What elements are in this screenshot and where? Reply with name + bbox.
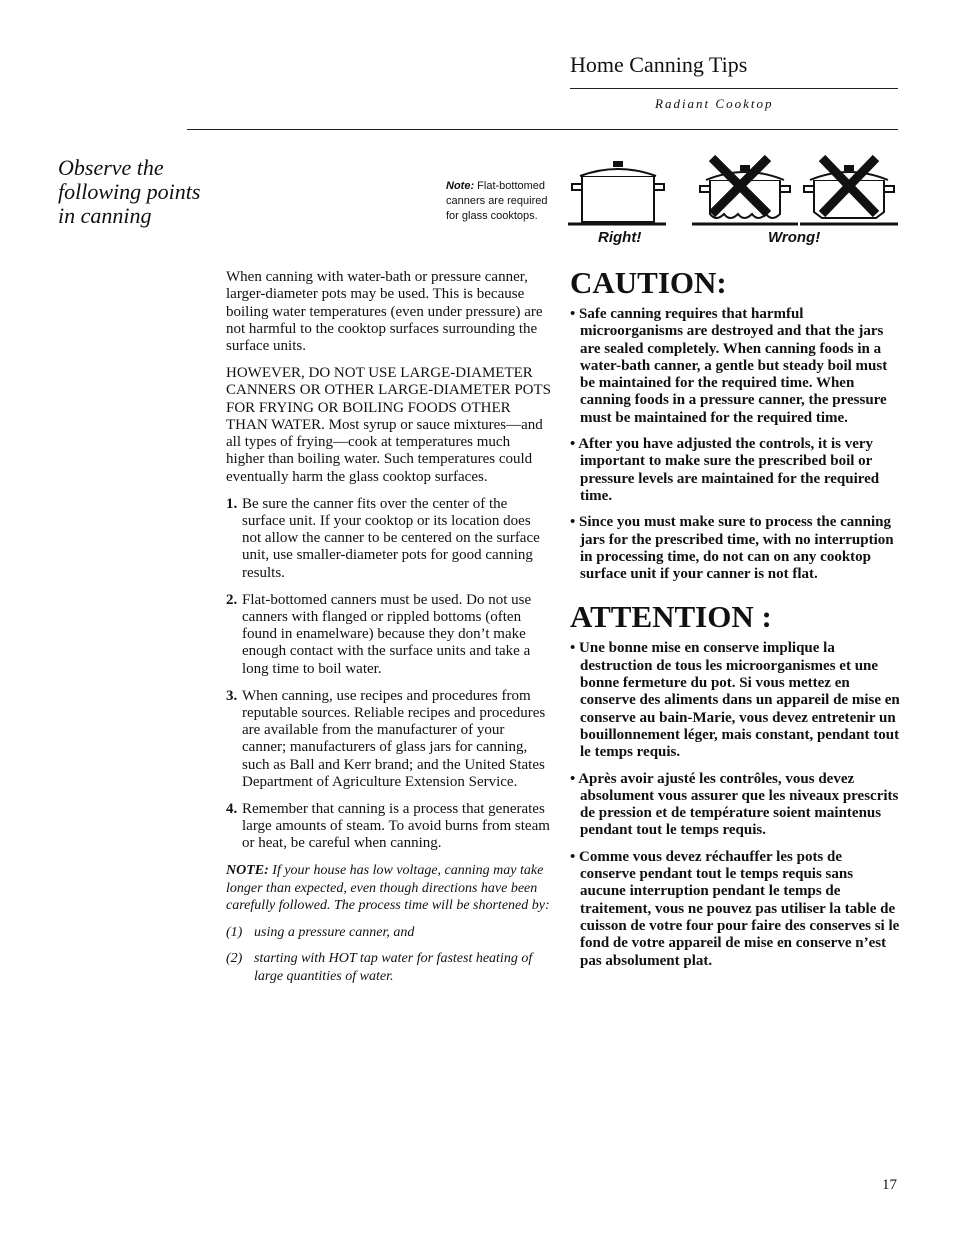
list-item-text: When canning, use recipes and procedures from reputable sources. Reliable recipes and procedures are available from the manufacturer of your canner; manufacturers of glass jars for canning, such as Ball and Kerr brand; and the United States Department of Agriculture Extension Service. bbox=[242, 687, 546, 791]
list-item bbox=[226, 801, 551, 853]
caution-heading: CAUTION: bbox=[570, 265, 727, 300]
warning-paragraph: HOWEVER, DO NOT USE LARGE-DIAMETER CANNERS OR OTHER LARGE-DIAMETER POTS FOR FRYING OR BOILING FOODS OTHER THAN WATER. Most syrup or sauce mixtures—and all types of frying—cook at temperatures much higher than boiling water. Such temperatures could eventually harm the glass cooktop surfaces. bbox=[226, 364, 552, 485]
voltage-note bbox=[226, 862, 551, 914]
bullet-symbol: • bbox=[570, 436, 576, 453]
list-item-number: 2. bbox=[226, 591, 238, 608]
attention-bullet-text: Une bonne mise en conserve implique la destruction de tous les microorganismes et une bonne fermeture du pot. Si vous mettez en conserve des aliments dans un appareil de mise en conserve au bain-Marie, vous devez entretenir un bouillonnement léger, mais constant, pendant tout le temps requis. bbox=[579, 640, 900, 761]
note-text: Flat-bottomed canners are required for glass cooktops. bbox=[446, 180, 548, 222]
attention-bullet bbox=[570, 640, 900, 761]
bullet-symbol: • bbox=[570, 640, 576, 657]
list-item-text: Remember that canning is a process that generates large amounts of steam. To avoid burns from steam or heat, be careful when canning. bbox=[242, 800, 550, 852]
intro-paragraph: When canning with water-bath or pressure canner, larger-diameter pots may be used. This is because boiling water temperatures (even under pressure) are not harmful to the cooktop surfaces surrounding the surface units. bbox=[226, 269, 543, 355]
caution-bullet bbox=[570, 514, 900, 583]
list-item bbox=[226, 592, 551, 678]
list-item-number: 4. bbox=[226, 800, 238, 817]
page-number: 17 bbox=[882, 1177, 897, 1193]
safety-warnings bbox=[570, 266, 900, 979]
list-item-text: Flat-bottomed canners must be used. Do not use canners with flanged or rippled bottoms (often found in enamelware) because they don’t make enough contact with the surface units and take a long time to boil water. bbox=[242, 591, 532, 677]
bullet-symbol: • bbox=[570, 848, 576, 865]
attention-bullet-text: Comme vous devez réchauffer les pots de conserve pendant tout le temps requis sans aucune interruption pendant le temps de traitement, vous ne pouvez pas utiliser la table de cuisson de votre four pour faire des conserves si le fond de votre appareil de mise en conserve n’est pas absolument plat. bbox=[579, 848, 900, 969]
sub-list-item-number: (1) bbox=[226, 924, 243, 940]
voltage-note-text: If your house has low voltage, canning may take longer than expected, even though directions have been carefully followed. The process time will be shortened by: bbox=[226, 863, 550, 913]
canning-instructions bbox=[226, 269, 551, 994]
sub-list-item-number: (2) bbox=[226, 951, 243, 967]
header-divider bbox=[570, 88, 898, 89]
note-label: Note: bbox=[446, 180, 475, 192]
caution-bullet bbox=[570, 436, 900, 505]
bullet-symbol: • bbox=[570, 770, 576, 787]
header-full-divider bbox=[187, 129, 898, 130]
list-item bbox=[226, 688, 551, 792]
sub-list-item-text: starting with HOT tap water for fastest heating of large quantities of water. bbox=[254, 951, 533, 984]
attention-bullet bbox=[570, 771, 900, 840]
canner-flanged-icon bbox=[800, 152, 898, 228]
canner-flat-icon bbox=[568, 152, 666, 228]
bullet-symbol: • bbox=[570, 514, 576, 531]
right-label: Right! bbox=[598, 229, 642, 246]
attention-bullet-text: Après avoir ajusté les contrôles, vous devez absolument vous assurer que les niveaux prescrits de pression et de température soient maintenus pendant tout le temps requis. bbox=[578, 770, 899, 839]
wrong-label: Wrong! bbox=[768, 229, 821, 246]
side-heading: Observe the following points in canning bbox=[58, 155, 201, 228]
caution-bullet-text: Since you must make sure to process the canning jars for the prescribed time, with no interruption in processing time, do not can on any cooktop surface unit if your canner is not flat. bbox=[579, 514, 894, 583]
caution-bullet bbox=[570, 306, 900, 427]
bullet-symbol: • bbox=[570, 306, 576, 322]
sub-list-item-text: using a pressure canner, and bbox=[254, 924, 415, 940]
voltage-note-label: NOTE: bbox=[226, 863, 269, 879]
list-item-number: 3. bbox=[226, 687, 238, 704]
canner-rippled-icon bbox=[692, 152, 798, 228]
page-section-title: Home Canning Tips bbox=[570, 52, 748, 77]
list-item-number: 1. bbox=[226, 495, 238, 512]
sub-list-item bbox=[226, 950, 551, 985]
caution-bullet-text: After you have adjusted the controls, it is very important to make sure the prescribed boil or pressure levels are maintained for the required time. bbox=[578, 436, 880, 504]
sub-list-item bbox=[226, 924, 551, 941]
caution-bullet-text: Safe canning requires that harmful microorganisms are destroyed and that the jars are sealed completely. When canning foods in a water-bath canner, a gentle but steady boil must be maintained for the required time. When canning foods in a pressure canner, the pressure must be maintained for the required time. bbox=[579, 306, 888, 426]
attention-bullet bbox=[570, 849, 900, 970]
page-section-subtitle: Radiant Cooktop bbox=[655, 96, 774, 111]
glass-cooktop-note bbox=[446, 179, 561, 224]
attention-heading: ATTENTION : bbox=[570, 599, 772, 635]
list-item bbox=[226, 496, 551, 582]
list-item-text: Be sure the canner fits over the center of the surface unit. If your cooktop or its location does not allow the canner to be centered on the surface unit, use smaller-diameter pots for good canning results. bbox=[242, 495, 540, 581]
